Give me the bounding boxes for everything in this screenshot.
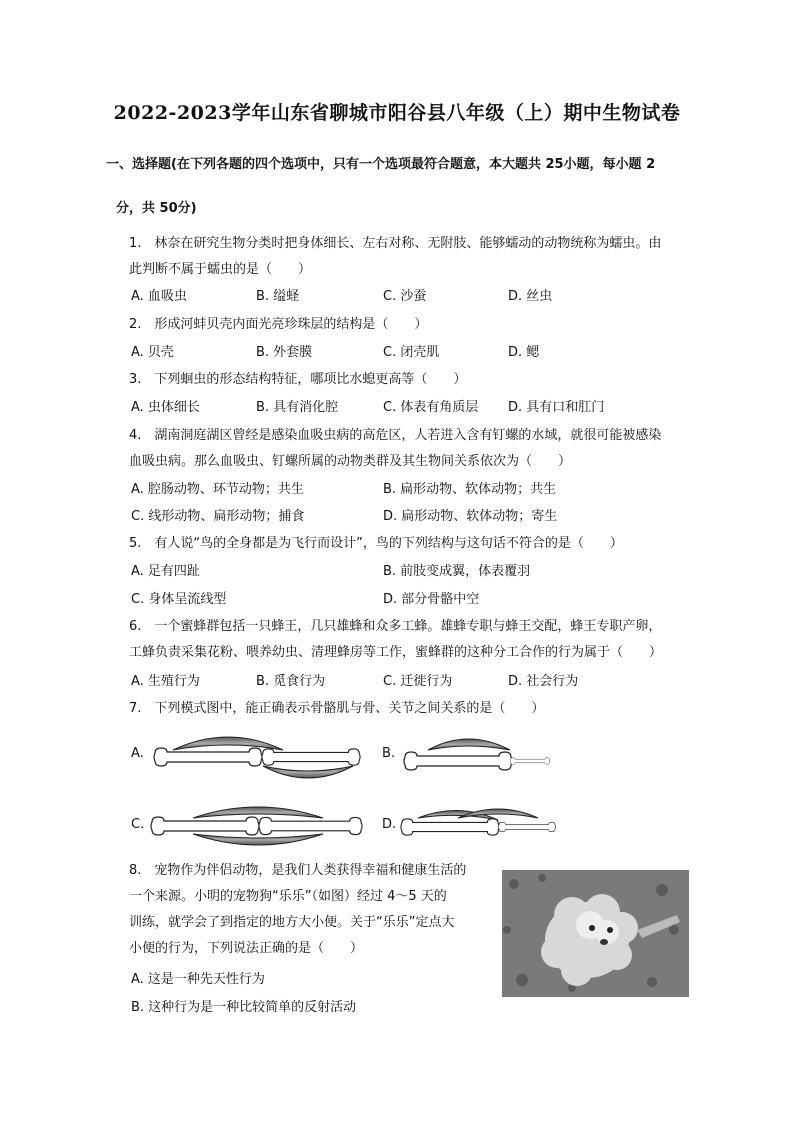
option-b[interactable]: B. 外套膜 bbox=[256, 345, 313, 360]
muscle bbox=[263, 766, 353, 778]
option-c[interactable]: C. 体表有角质层 bbox=[383, 400, 479, 415]
question-text: 2. 形成河蚌贝壳内面光亮珍珠层的结构是（ ） bbox=[129, 317, 428, 332]
option-c[interactable]: C. 线形动物、扁形动物；捕食 bbox=[131, 509, 305, 524]
question-text: 一个来源。小明的宠物狗“乐乐”（如图）经过 4～5 天的 bbox=[129, 889, 447, 904]
option-b[interactable]: B. 具有消化腔 bbox=[256, 400, 339, 415]
section-line-1: 一、选择题(在下列各题的四个选项中，只有一个选项最符合题意，本大题共 25小题，每小题 2 bbox=[106, 157, 656, 172]
dog-photo bbox=[502, 870, 689, 997]
page-title: 2022-2023学年山东省聊城市阳谷县八年级（上）期中生物试卷 bbox=[113, 102, 681, 124]
option-d[interactable]: D. 鳃 bbox=[508, 345, 540, 360]
question-6 bbox=[129, 614, 699, 666]
bone bbox=[151, 817, 259, 835]
question-text: 1. 林奈在研究生物分类时把身体细长、左右对称、无附肢、能够蠕动的动物统称为蠕虫。由 bbox=[129, 236, 662, 251]
section-heading bbox=[106, 150, 696, 224]
figure-label-d[interactable]: D. bbox=[382, 817, 397, 832]
figure-label-b[interactable]: B. bbox=[382, 746, 396, 761]
option-a[interactable]: A. 血吸虫 bbox=[131, 289, 187, 304]
option-a[interactable]: A. 足有四趾 bbox=[131, 564, 200, 579]
question-2-options bbox=[131, 340, 691, 366]
question-5 bbox=[129, 531, 699, 557]
question-text: 血吸虫病。那么血吸虫、钉螺所属的动物类群及其生物间关系依次为（ ） bbox=[129, 454, 572, 469]
option-c[interactable]: C. 身体呈流线型 bbox=[131, 592, 227, 607]
figure-b-bones-muscle[interactable] bbox=[398, 728, 558, 786]
question-6-options bbox=[131, 669, 691, 695]
option-b[interactable]: B. 这种行为是一种比较简单的反射活动 bbox=[131, 1000, 357, 1015]
question-8-option-b-row bbox=[131, 995, 691, 1021]
bone bbox=[259, 817, 362, 834]
question-2 bbox=[129, 312, 699, 338]
figure-d-bones-muscle[interactable] bbox=[398, 796, 560, 854]
figure-a-bones-muscle[interactable] bbox=[148, 728, 368, 786]
question-text: 8. 宠物作为伴侣动物，是我们人类获得幸福和健康生活的 bbox=[129, 863, 467, 878]
figure-label-c[interactable]: C. bbox=[131, 817, 145, 832]
option-c[interactable]: C. 闭壳肌 bbox=[383, 345, 440, 360]
bone bbox=[499, 822, 556, 831]
question-1-options bbox=[131, 284, 691, 310]
question-1 bbox=[129, 231, 699, 283]
bone bbox=[154, 748, 262, 766]
question-8 bbox=[129, 858, 499, 962]
muscle bbox=[193, 807, 323, 818]
question-text: 小便的行为，下列说法正确的是（ ） bbox=[129, 941, 364, 956]
option-b[interactable]: B. 缢蛏 bbox=[256, 289, 300, 304]
option-a[interactable]: A. 贝壳 bbox=[131, 345, 174, 360]
question-3 bbox=[129, 367, 699, 393]
bone bbox=[262, 749, 360, 765]
question-text: 训练，就学会了到指定的地方大小便。关于“乐乐”定点大 bbox=[129, 915, 455, 930]
question-text: 6. 一个蜜蜂群包括一只蜂王，几只雄蜂和众多工蜂。雄蜂专职与蜂王交配，蜂王专职产卵， bbox=[129, 619, 662, 634]
option-a[interactable]: A. 生殖行为 bbox=[131, 674, 200, 689]
question-4 bbox=[129, 423, 699, 475]
option-b[interactable]: B. 扁形动物、软体动物；共生 bbox=[383, 482, 557, 497]
option-d[interactable]: D. 具有口和肛门 bbox=[508, 400, 605, 415]
question-5-options-row1 bbox=[131, 559, 691, 585]
bone bbox=[510, 758, 549, 765]
question-text: 4. 湖南洞庭湖区曾经是感染血吸虫病的高危区，人若进入含有钉螺的水域，就很可能被感染 bbox=[129, 428, 662, 443]
section-line-2: 分，共 50分) bbox=[116, 201, 197, 216]
muscle bbox=[173, 737, 283, 750]
question-text: 5. 有人说“鸟的全身都是为飞行而设计”，鸟的下列结构与这句话不符合的是（ ） bbox=[129, 536, 623, 551]
option-c[interactable]: C. 沙蚕 bbox=[383, 289, 427, 304]
option-d[interactable]: D. 部分骨骼中空 bbox=[383, 592, 480, 607]
question-text: 7. 下列模式图中，能正确表示骨骼肌与骨、关节之间关系的是（ ） bbox=[129, 701, 545, 716]
option-d[interactable]: D. 扁形动物、软体动物；寄生 bbox=[383, 509, 558, 524]
question-7 bbox=[129, 696, 699, 722]
figure-label-a[interactable]: A. bbox=[131, 746, 144, 761]
muscle bbox=[428, 739, 510, 750]
bone bbox=[401, 819, 499, 835]
option-c[interactable]: C. 迁徙行为 bbox=[383, 674, 453, 689]
question-5-options-row2 bbox=[131, 587, 691, 613]
option-d[interactable]: D. 丝虫 bbox=[508, 289, 553, 304]
bone bbox=[404, 752, 512, 770]
option-a[interactable]: A. 这是一种先天性行为 bbox=[131, 972, 265, 987]
option-a[interactable]: A. 腔肠动物、环节动物；共生 bbox=[131, 482, 304, 497]
question-4-options-row1 bbox=[131, 477, 691, 503]
figure-c-bones-muscle[interactable] bbox=[148, 796, 368, 854]
muscle bbox=[458, 809, 538, 818]
option-b[interactable]: B. 觅食行为 bbox=[256, 674, 326, 689]
question-text: 3. 下列蛔虫的形态结构特征，哪项比水螅更高等（ ） bbox=[129, 372, 467, 387]
question-4-options-row2 bbox=[131, 504, 691, 530]
option-b[interactable]: B. 前肢变成翼，体表覆羽 bbox=[383, 564, 531, 579]
question-text: 工蜂负责采集花粉、喂养幼虫、清理蜂房等工作，蜜蜂群的这种分工合作的行为属于（ ） bbox=[129, 645, 663, 660]
option-a[interactable]: A. 虫体细长 bbox=[131, 400, 200, 415]
question-text: 此判断不属于蠕虫的是（ ） bbox=[129, 262, 312, 277]
option-d[interactable]: D. 社会行为 bbox=[508, 674, 579, 689]
question-3-options bbox=[131, 395, 691, 421]
muscle bbox=[193, 834, 323, 845]
